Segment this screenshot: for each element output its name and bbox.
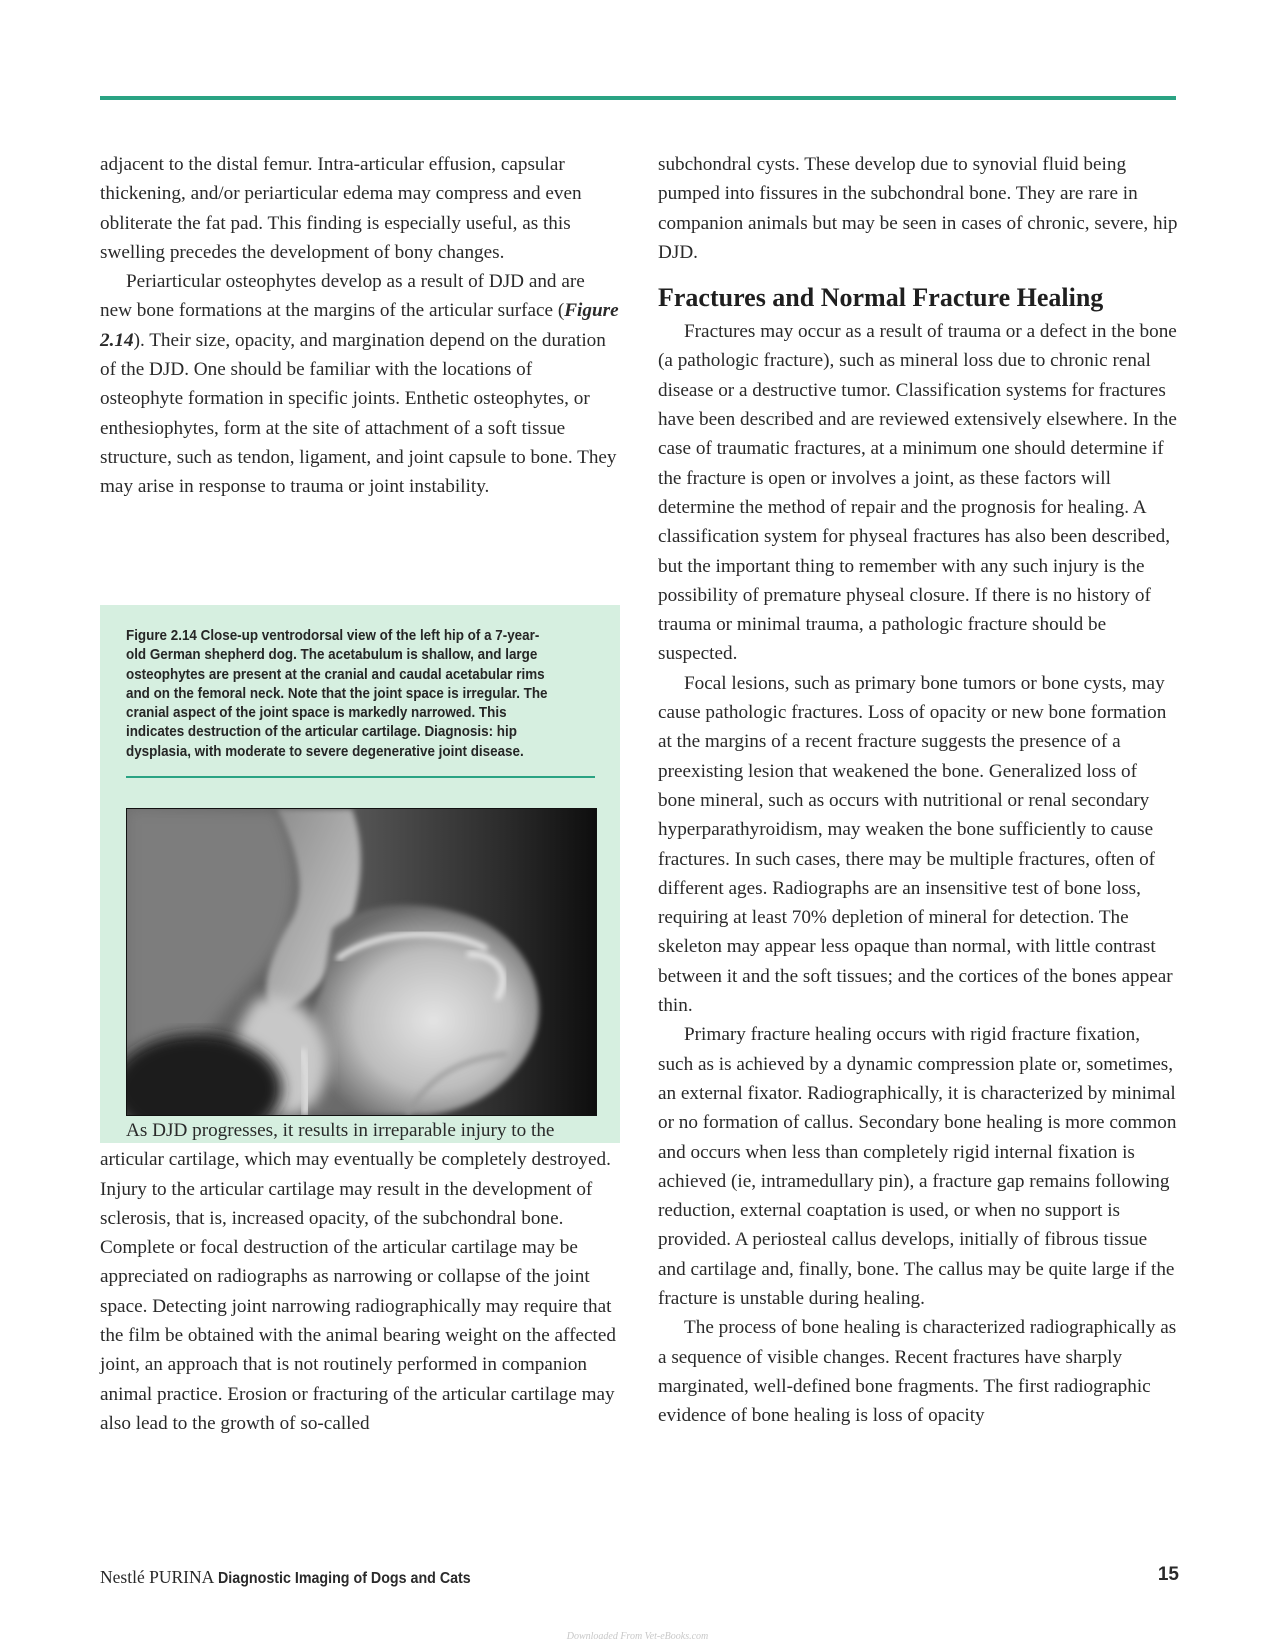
caption-rule — [126, 776, 595, 778]
download-watermark: Downloaded From Vet-eBooks.com — [566, 1631, 709, 1642]
page-number: 15 — [1157, 1564, 1179, 1585]
right-paragraph-3: Focal lesions, such as primary bone tumors or bone cysts, may cause pathologic fractures. Loss of opacity or new bone formation at the margins of a recent fracture suggests the presence of a preexisting lesion that weakened the bone. Generalized loss of bone mineral, such as occurs with nutritional or renal secondary hyperparathyroidism, may weaken the bone sufficiently to cause fractures. In such cases, there may be multiple fractures, often of different ages. Radiographs are an insensitive test of bone loss, requiring at least 70% depletion of mineral for detection. The skeleton may appear less opaque than normal, with little contrast between it and the soft tissues; and the cortices of the bones appear thin. — [658, 672, 1173, 1017]
figure-reference-link[interactable]: Figure 2.14 — [100, 300, 619, 351]
footer-credit — [100, 1567, 492, 1588]
right-paragraph-1: subchondral cysts. These develop due to synovial fluid being pumped into fissures in the subchondral bone. They are rare in companion animals but may be seen in cases of chronic, severe, hip DJD. — [658, 154, 1178, 263]
left-paragraph-1: adjacent to the distal femur. Intra-articular effusion, capsular thickening, and/or periarticular edema may compress and even obliterate the fat pad. This finding is especially useful, as this swelling precedes the development of bony changes. — [100, 154, 582, 263]
left-column-continued — [100, 1116, 620, 1438]
top-rule — [100, 96, 1176, 100]
left-paragraph-2-end: ). Their size, opacity, and margination depend on the duration of the DJD. One should be familiar with the locations of osteophyte formation in specific joints. Enthetic osteophytes, or enthesiophytes, form at the site of attachment of a soft tissue structure, such as tendon, ligament, and joint capsule to bone. They may arise in response to trauma or joint instability. — [100, 329, 617, 498]
right-paragraph-4: Primary fracture healing occurs with rigid fracture fixation, such as is achieved by a dynamic compression plate or, sometimes, an external fixator. Radiographically, it is characterized by minimal or no formation of callus. Secondary bone healing is more common and occurs when less than completely rigid internal fixation is achieved (ie, intramedullary pin), a fracture gap remains following reduction, external coaptation is used, or when no support is provided. A periosteal callus develops, initially of fibrous tissue and cartilage and, finally, bone. The callus may be quite large if the fracture is unstable during healing. — [658, 1024, 1177, 1309]
footer-publisher: Nestlé PURINA — [100, 1567, 214, 1587]
section-heading: Fractures and Normal Fracture Healing — [658, 283, 1104, 313]
figure-box — [100, 605, 620, 1143]
left-paragraph-2 — [100, 267, 620, 501]
radiograph-image — [126, 808, 597, 1116]
right-paragraph-5: The process of bone healing is characterized radiographically as a sequence of visible changes. Recent fractures have sharply marginated, well-defined bone fragments. The first radiographic evidence of bone healing is loss of opacity — [658, 1317, 1177, 1427]
footer-book-title: Diagnostic Imaging of Dogs and Cats — [217, 1570, 471, 1587]
left-column — [100, 150, 620, 502]
left-paragraph-3: As DJD progresses, it results in irreparable injury to the articular cartilage, which may eventually be completely destroyed. Injury to the articular cartilage may result in the development of sclerosis, that is, increased opacity, of the subchondral bone. Complete or focal destruction of the articular cartilage may be appreciated on radiographs as narrowing or collapse of the joint space. Detecting joint narrowing radiographically may require that the film be obtained with the animal bearing weight on the affected joint, an approach that is not routinely performed in companion animal practice. Erosion or fracturing of the articular cartilage may also lead to the growth of so-called — [100, 1120, 616, 1434]
radiograph-drawing — [127, 809, 596, 1115]
figure-caption: Figure 2.14 Close-up ventrodorsal view of the left hip of a 7-year-old German shepherd dog. The acetabulum is shallow, and large osteophytes are present at the cranial and caudal acetabular rims and on the femoral neck. Note that the joint space is irregular. The cranial aspect of the joint space is markedly narrowed. This indicates destruction of the articular cartilage. Diagnosis: hip dysplasia, with moderate to severe degenerative joint disease. — [126, 628, 548, 760]
right-column — [658, 150, 1178, 1430]
right-paragraph-2: Fractures may occur as a result of trauma or a defect in the bone (a pathologic fracture), such as mineral loss due to chronic renal disease or a destructive tumor. Classification systems for fractures have been described and are reviewed extensively elsewhere. In the case of traumatic fractures, at a minimum one should determine if the fracture is open or involves a joint, as these factors will determine the method of repair and the prognosis for healing. A classification system for physeal fractures has also been described, but the important thing to remember with any such injury is the possibility of premature physeal closure. If there is no history of trauma or minimal trauma, a pathologic fracture should be suspected. — [658, 321, 1177, 665]
left-paragraph-2-start: Periarticular osteophytes develop as a result of DJD and are new bone formations at the margins of the articular surface ( — [100, 271, 585, 322]
